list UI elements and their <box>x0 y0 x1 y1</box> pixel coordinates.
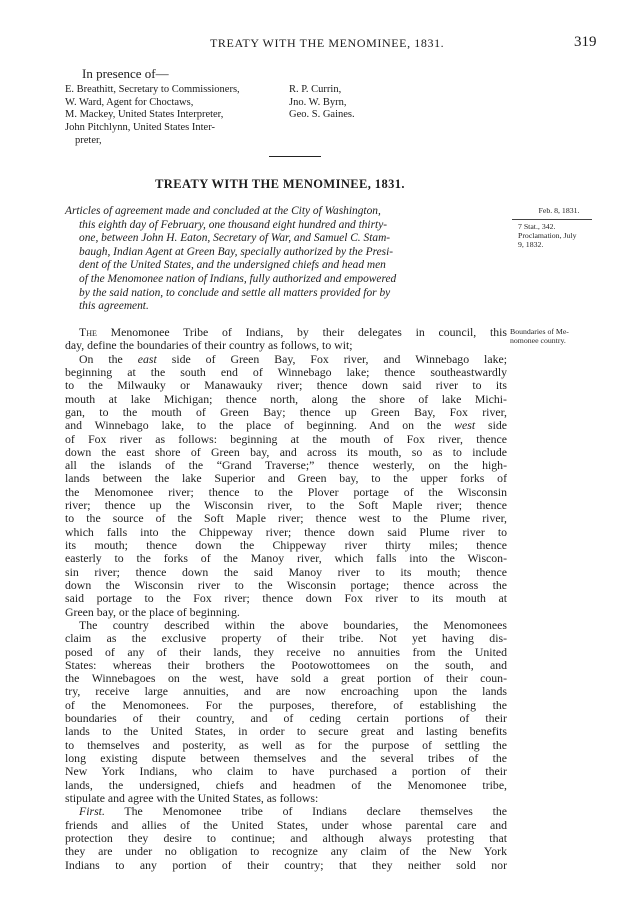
body-line: they are under no obligation to recognize any claim of the New York <box>65 845 507 859</box>
body-line: stipulate and agree with the United States, as follows: <box>65 791 319 805</box>
body-line: Indians to any portion of their country; that they neither sold nor <box>65 858 507 872</box>
witness-name: John Pitchlynn, United States Inter- <box>65 122 215 134</box>
body-line: down the Wisconsin river to the Wisconsin portage; thence across the <box>65 578 507 592</box>
body-line: States: whereas their brothers the Pootowottomees on the south, and <box>65 658 507 672</box>
body-line: protection they desire to continue; and although always protesting that <box>65 831 507 845</box>
margin-note-boundaries <box>510 327 620 345</box>
body-line: claim as the exclusive property of their tribe. Not yet having dis- <box>65 632 507 646</box>
body-line: lands between the lake Superior and Green bay, to the upper forks of <box>65 472 507 486</box>
body-line: boundaries of their country, and of ceding certain portions of their <box>65 712 507 726</box>
margin-note-line: nomonee country. <box>510 336 566 345</box>
body-line: The Menomonee Tribe of Indians, by their delegates in council, this <box>79 326 507 339</box>
body-line: First. The Menomonee tribe of Indians declare themselves the <box>79 805 507 819</box>
preamble-line: by the said nation, to conclude and settle all matters provided for by <box>79 286 391 299</box>
preamble-line: of the Menomonee nation of Indians, fully authorized and empowered <box>79 272 397 285</box>
body-line: posed of any of their lands, they receive no annuities from the United <box>65 645 507 659</box>
body-line: long existing dispute between themselves and the several tribes of the <box>65 752 507 765</box>
body-line: its mouth; thence down the Chippeway river thirty miles; thence <box>65 539 507 552</box>
body-line: to themselves and posterity, as well as for the purpose of settling the <box>65 738 507 752</box>
preamble-line: this agreement. <box>79 300 149 313</box>
witness-name: W. Ward, Agent for Choctaws, <box>65 96 194 108</box>
witness-name: R. P. Currin, <box>289 84 342 95</box>
margin-note-rule <box>512 219 592 220</box>
running-head-title: TREATY WITH THE MENOMINEE, 1831. <box>210 36 445 50</box>
treaty-title: TREATY WITH THE MENOMINEE, 1831. <box>155 177 405 191</box>
witness-heading: In presence of— <box>82 66 169 81</box>
preamble-line: dent of the United States, and the undersigned chiefs and head men <box>79 259 386 272</box>
margin-note-statute <box>518 222 608 249</box>
page-number: 319 <box>574 34 597 50</box>
body-line: the Winnebagoes on the west, have sold a great portion of their coun- <box>65 672 507 686</box>
treaty-body-text <box>65 326 507 872</box>
body-line: to the source of the Soft Maple river; thence west to the Plume river, <box>65 512 507 526</box>
body-line: sin river; thence down the said Manoy river to its mouth; thence <box>65 565 507 579</box>
preamble-line: Articles of agreement made and concluded at the City of Washington, <box>65 205 381 217</box>
body-line: friends and allies of the United States, under whose parental care and <box>65 818 507 832</box>
body-line: and Winnebago lake, to the place of beginning. And on the west side <box>65 419 507 433</box>
witness-list-right <box>289 84 355 122</box>
preamble <box>65 205 505 314</box>
body-line: Green bay, or the place of beginning. <box>65 605 240 619</box>
body-line: which falls into the Chippeway river; thence down said Plume river to <box>65 525 507 539</box>
margin-note-line: Boundaries of Me- <box>510 327 569 336</box>
body-line: to the Milwauky or Manawauky river; thence down said river to its <box>65 379 507 393</box>
body-line: try, receive large annuities, and are now encroaching upon the lands <box>65 685 507 699</box>
preamble-line: one, between John H. Eaton, Secretary of War, and Samuel C. Stam- <box>79 232 391 245</box>
margin-note-date: Feb. 8, 1831. <box>538 206 580 215</box>
witness-name: Jno. W. Byrn, <box>289 96 347 108</box>
body-line: all the islands of the “Grand Traverse;” thence westerly, on the high- <box>65 459 507 473</box>
witness-name: E. Breathitt, Secretary to Commissioners, <box>65 84 240 95</box>
body-line: mouth at lake Michigan; thence north, along the shore of lake Michi- <box>65 392 507 406</box>
body-line: river; thence up the Wisconsin river, to the Soft Maple river; thence <box>65 499 507 513</box>
body-line: the Menomonee river; thence to the Plover portage of the Wisconsin <box>65 485 507 499</box>
body-line: said portage to the Fox river; thence down Fox river to its mouth at <box>65 592 507 606</box>
section-divider <box>269 156 321 157</box>
preamble-line: this eighth day of February, one thousand eight hundred and thirty- <box>79 218 388 231</box>
body-line: lands to the United States, in order to secure great and lasting benefits <box>65 725 507 739</box>
body-line: New York Indians, who claim to have purchased a portion of their <box>65 765 507 779</box>
body-line: of the Menomonees. For the purposes, therefore, of establishing the <box>65 698 507 712</box>
body-line: beginning at the south end of Winnebago lake; thence southeastwardly <box>65 365 507 379</box>
body-line: gan, to the mouth of Green Bay; thence up Green Bay, Fox river, <box>65 405 507 419</box>
witness-name-continued: preter, <box>75 134 102 146</box>
witness-list-left <box>65 84 290 148</box>
margin-note-line: 7 Stat., 342. <box>518 222 556 231</box>
body-line: lands, the undersigned, chiefs and headmen of the Menomonee tribe, <box>65 778 507 792</box>
witness-name: Geo. S. Gaines. <box>289 109 355 121</box>
witness-name: M. Mackey, United States Interpreter, <box>65 109 224 121</box>
body-line: of Fox river as follows: beginning at the mouth of Fox river, thence <box>65 432 507 446</box>
preamble-line: baugh, Indian Agent at Green Bay, specially authorized by the Presi- <box>79 245 394 258</box>
body-line: The country described within the above boundaries, the Menomonees <box>79 618 507 632</box>
body-line: easterly to the forks of the Manoy river, which falls into the Wiscon- <box>65 552 507 566</box>
body-line: day, define the boundaries of their country as follows, to wit; <box>65 339 353 353</box>
body-line: down the east shore of Green bay, and across its mouth, so as to include <box>65 445 507 459</box>
margin-note-line: Proclamation, July <box>518 231 577 240</box>
body-line: On the east side of Green Bay, Fox river, and Winnebago lake; <box>79 352 507 366</box>
margin-note-line: 9, 1832. <box>518 240 544 249</box>
running-head <box>0 36 637 52</box>
